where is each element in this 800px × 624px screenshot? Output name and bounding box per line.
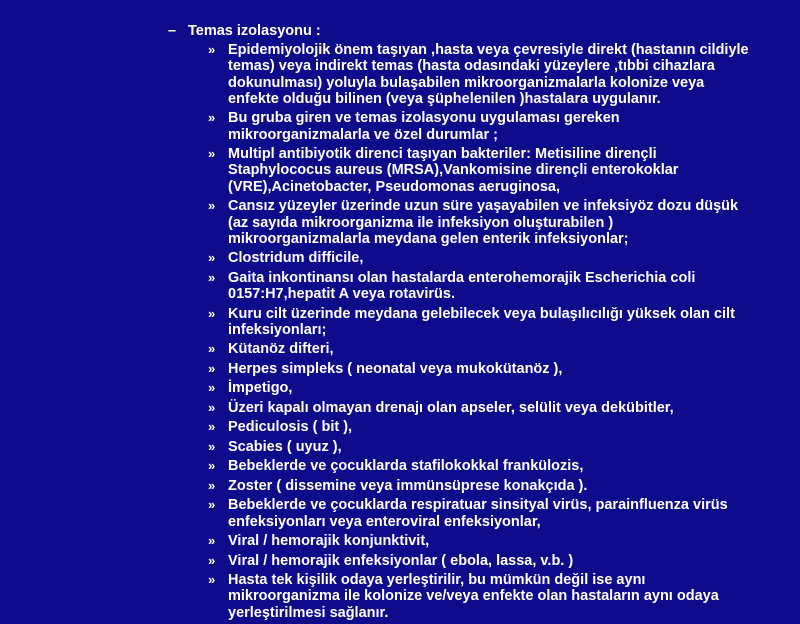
list-item bbox=[208, 250, 753, 266]
list-item-text: Scabies ( uyuz ), bbox=[228, 438, 342, 455]
list-item bbox=[208, 42, 753, 107]
bullet-icon: » bbox=[208, 477, 216, 493]
section-heading bbox=[168, 23, 321, 40]
list-item bbox=[208, 458, 753, 474]
bullet-icon: » bbox=[208, 571, 216, 587]
bullet-icon: » bbox=[208, 198, 216, 214]
dash-bullet-icon: – bbox=[168, 23, 177, 39]
list-item bbox=[208, 553, 753, 569]
list-item bbox=[208, 198, 753, 247]
bullet-icon: » bbox=[208, 533, 216, 549]
list-item-text: Pediculosis ( bit ), bbox=[228, 419, 353, 436]
bullet-icon: » bbox=[208, 497, 216, 513]
list-item bbox=[208, 497, 753, 530]
bullet-icon: » bbox=[208, 110, 216, 126]
list-item-text: Hasta tek kişilik odaya yerleştirilir, bu mümkün değil ise aynı mikroorganizma ile kolonize ve/veya enfekte olan hastaların aynı odaya yerleştirilmesi sağlanır. bbox=[228, 571, 719, 621]
bullet-icon: » bbox=[208, 438, 216, 454]
list-item-text: Gaita inkontinansı olan hastalarda enterohemorajik Escherichia coli 0157:H7,hepatit A veya rotavirüs. bbox=[228, 269, 696, 303]
list-item-text: Üzeri kapalı olmayan drenajı olan apseler, selülit veya dekübitler, bbox=[228, 399, 674, 416]
bullet-icon: » bbox=[208, 360, 216, 376]
list-item-text: Kuru cilt üzerinde meydana gelebilecek veya bulaşılıcılığı yüksek olan cilt infeksiyonları; bbox=[228, 305, 735, 338]
list-item-text: Epidemiyolojik önem taşıyan ,hasta veya çevresiyle direkt (hastanın cildiyle temas) veya indirekt temas (hasta odasındaki yüzeylere ,tıbbi cihazlara dokunulması) yoluyla bulaşabilen mikroorganizmalarla kolonize veya enfekte olduğu bilinen (veya şüphelenilen )hastalara uygulanır. bbox=[228, 42, 749, 107]
list-item-text: Zoster ( dissemine veya immünsüprese konakçıda ). bbox=[228, 477, 588, 494]
list-item bbox=[208, 270, 753, 303]
bullet-icon: » bbox=[208, 458, 216, 474]
bullet-icon: » bbox=[208, 146, 216, 162]
list-item bbox=[208, 400, 753, 416]
list-item bbox=[208, 306, 753, 339]
list-item-text: Bebeklerde ve çocuklarda respiratuar sinsityal virüs, parainfluenza virüs enfeksiyonları veya enteroviral enfeksiyonlar, bbox=[228, 497, 728, 530]
list-item-text: Bu gruba giren ve temas izolasyonu uygulaması gereken mikroorganizmalarla ve özel durumlar ; bbox=[228, 110, 620, 143]
bullet-icon: » bbox=[208, 305, 216, 321]
section-heading-text: Temas izolasyonu : bbox=[188, 23, 321, 39]
list-item-text: Cansız yüzeyler üzerinde uzun süre yaşayabilen ve infeksiyöz dozu düşük (az sayıda mikroorganizma ile infeksiyon oluşturabilen ) mikroorganizmalarla meydana gelen enterik infeksiyonlar; bbox=[228, 198, 739, 247]
list-item-text: Viral / hemorajik konjunktivit, bbox=[228, 533, 430, 550]
list-item bbox=[208, 361, 753, 377]
list-item-text: Clostridum difficile, bbox=[228, 250, 364, 267]
bullet-list bbox=[208, 42, 753, 624]
list-item bbox=[208, 341, 753, 357]
list-item bbox=[208, 439, 753, 455]
list-item-text: Multipl antibiyotik direnci taşıyan bakteriler: Metisiline dirençli Staphylococus aureus (MRSA),Vankomisine dirençli enterokoklar (VRE),Acinetobacter, Pseudomonas aeruginosa, bbox=[228, 146, 679, 195]
bullet-icon: » bbox=[208, 250, 216, 266]
bullet-icon: » bbox=[208, 419, 216, 435]
list-item-text: İmpetigo, bbox=[228, 380, 293, 397]
bullet-icon: » bbox=[208, 269, 216, 285]
list-item-text: Viral / hemorajik enfeksiyonlar ( ebola, lassa, v.b. ) bbox=[228, 552, 574, 569]
bullet-icon: » bbox=[208, 380, 216, 396]
list-item-text: Herpes simpleks ( neonatal veya mukokütanöz ), bbox=[228, 360, 563, 377]
list-item bbox=[208, 533, 753, 549]
list-item bbox=[208, 419, 753, 435]
bullet-icon: » bbox=[208, 42, 216, 57]
list-item bbox=[208, 110, 753, 143]
list-item-text: Kütanöz difteri, bbox=[228, 341, 334, 358]
list-item-text: Bebeklerde ve çocuklarda stafilokokkal frankülozis, bbox=[228, 458, 584, 475]
bullet-icon: » bbox=[208, 341, 216, 357]
list-item bbox=[208, 478, 753, 494]
list-item bbox=[208, 380, 753, 396]
list-item bbox=[208, 146, 753, 195]
bullet-icon: » bbox=[208, 552, 216, 568]
list-item bbox=[208, 572, 753, 621]
bullet-icon: » bbox=[208, 399, 216, 415]
